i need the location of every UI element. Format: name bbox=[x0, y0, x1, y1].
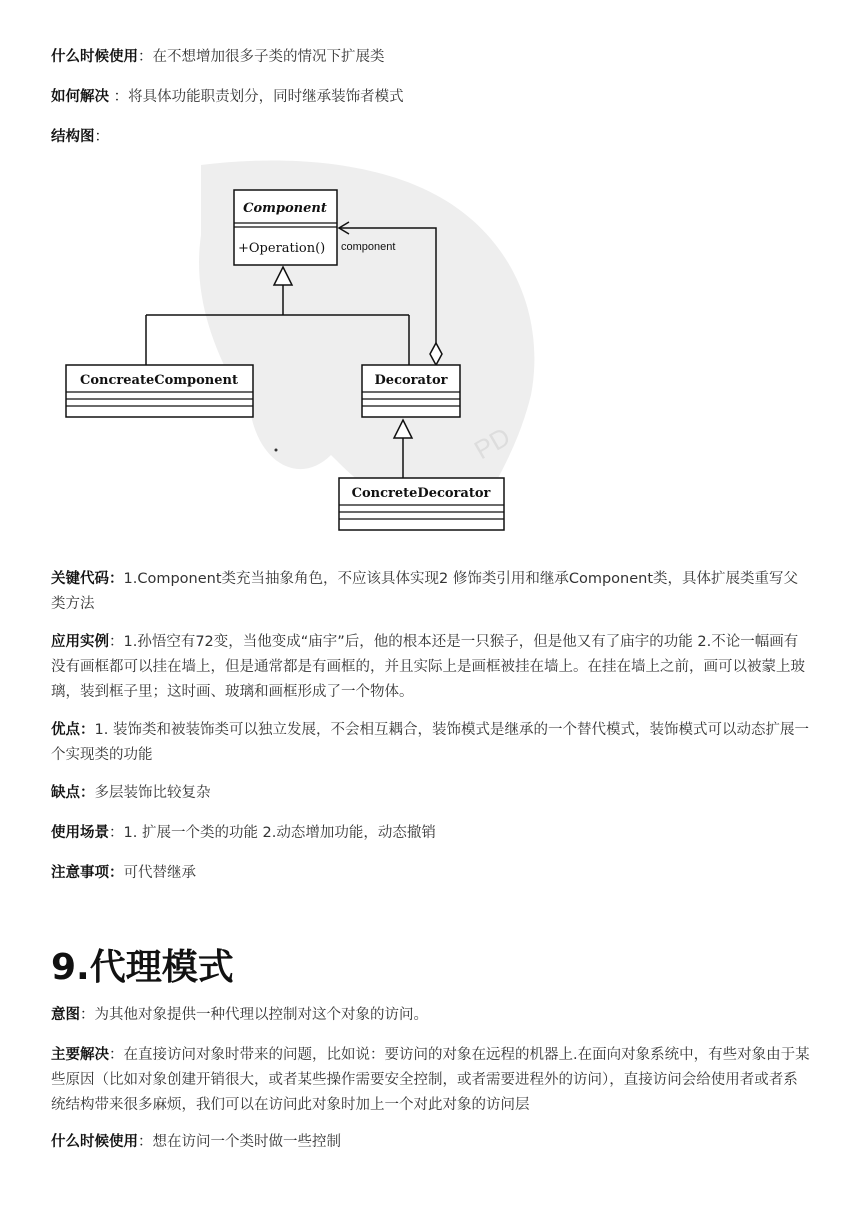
component-box bbox=[234, 190, 337, 265]
when-to-use-line bbox=[51, 45, 811, 70]
label: 什么时候使用 bbox=[51, 49, 138, 65]
label: 优点： bbox=[51, 722, 95, 738]
separator: ： bbox=[138, 49, 153, 65]
main-solution-para bbox=[51, 1043, 811, 1118]
label: 什么时候使用 bbox=[51, 1134, 138, 1150]
decorator-name: Decorator bbox=[374, 373, 448, 388]
watermark-text: PD bbox=[469, 421, 516, 466]
intent-line bbox=[51, 1003, 811, 1028]
label: 使用场景 bbox=[51, 825, 109, 841]
key-code-para bbox=[51, 567, 811, 617]
how-to-solve-line bbox=[51, 85, 811, 110]
component-operation: +Operation() bbox=[238, 241, 326, 256]
usage-scenarios-line bbox=[51, 821, 811, 846]
separator: ： bbox=[109, 89, 129, 105]
component-assoc-label: component bbox=[341, 241, 396, 253]
concrete-decorator-box bbox=[339, 478, 504, 530]
structure-diagram-label bbox=[51, 125, 811, 150]
label: 如何解决 bbox=[51, 89, 109, 105]
separator: ： bbox=[109, 825, 124, 841]
label: 缺点： bbox=[51, 785, 95, 801]
decorator-box bbox=[362, 365, 460, 417]
value: 为其他对象提供一种代理以控制对这个对象的访问。 bbox=[94, 1007, 428, 1023]
separator: ： bbox=[94, 129, 109, 145]
label: 注意事项： bbox=[51, 865, 124, 881]
separator: ： bbox=[109, 634, 124, 650]
value: 1. 装饰类和被装饰类可以独立发展，不会相互耦合，装饰模式是继承的一个替代模式，装饰模式可以动态扩展一个实现类的功能 bbox=[51, 722, 809, 763]
label: 应用实例 bbox=[51, 634, 109, 650]
value: 在直接访问对象时带来的问题，比如说：要访问的对象在远程的机器上.在面向对象系统中，有些对象由于某些原因（比如对象创建开销很大，或者某些操作需要安全控制，或者需要进程外的访问），直接访问会给使用者或者系统结构带来很多麻烦，我们可以在访问此对象时加上一个对此对象的访问层 bbox=[51, 1047, 810, 1113]
value: 1.Component类充当抽象角色，不应该具体实现2 修饰类引用和继承Component类，具体扩展类重写父类方法 bbox=[51, 571, 799, 612]
speck bbox=[275, 449, 278, 452]
section-title: 9.代理模式 bbox=[51, 947, 234, 988]
separator: ： bbox=[80, 1007, 95, 1023]
disadvantages-line bbox=[51, 781, 811, 806]
label: 主要解决 bbox=[51, 1047, 109, 1063]
separator: ： bbox=[138, 1134, 153, 1150]
value: 可代替继承 bbox=[123, 865, 196, 881]
value: 1.孙悟空有72变，当他变成“庙宇”后，他的根本还是一只猴子，但是他又有了庙宇的功能 2.不论一幅画有没有画框都可以挂在墙上，但是通常都是有画框的，并且实际上是画框被挂在墙上。在挂在墙上之前，画可以被蒙上玻璃，装到框子里；这时画、玻璃和画框形成了一个物体。 bbox=[51, 634, 805, 700]
concrete-component-box bbox=[66, 365, 253, 417]
label: 意图 bbox=[51, 1007, 80, 1023]
separator: ： bbox=[109, 1047, 124, 1063]
concrete-component-name: ConcreateComponent bbox=[80, 373, 238, 388]
component-name: Component bbox=[243, 201, 327, 216]
concrete-decorator-name: ConcreteDecorator bbox=[351, 486, 491, 501]
application-example-para bbox=[51, 630, 811, 705]
value: 1. 扩展一个类的功能 2.动态增加功能，动态撤销 bbox=[123, 825, 436, 841]
value: 想在访问一个类时做一些控制 bbox=[152, 1134, 341, 1150]
advantages-para bbox=[51, 718, 811, 768]
value: 将具体功能职责划分，同时继承装饰者模式 bbox=[128, 89, 404, 105]
notes-line bbox=[51, 861, 811, 886]
when-to-use-proxy-line bbox=[51, 1130, 811, 1155]
label: 关键代码： bbox=[51, 571, 124, 587]
uml-structure-diagram bbox=[51, 155, 551, 540]
value: 多层装饰比较复杂 bbox=[94, 785, 211, 801]
label: 结构图 bbox=[51, 129, 95, 145]
value: 在不想增加很多子类的情况下扩展类 bbox=[152, 49, 385, 65]
